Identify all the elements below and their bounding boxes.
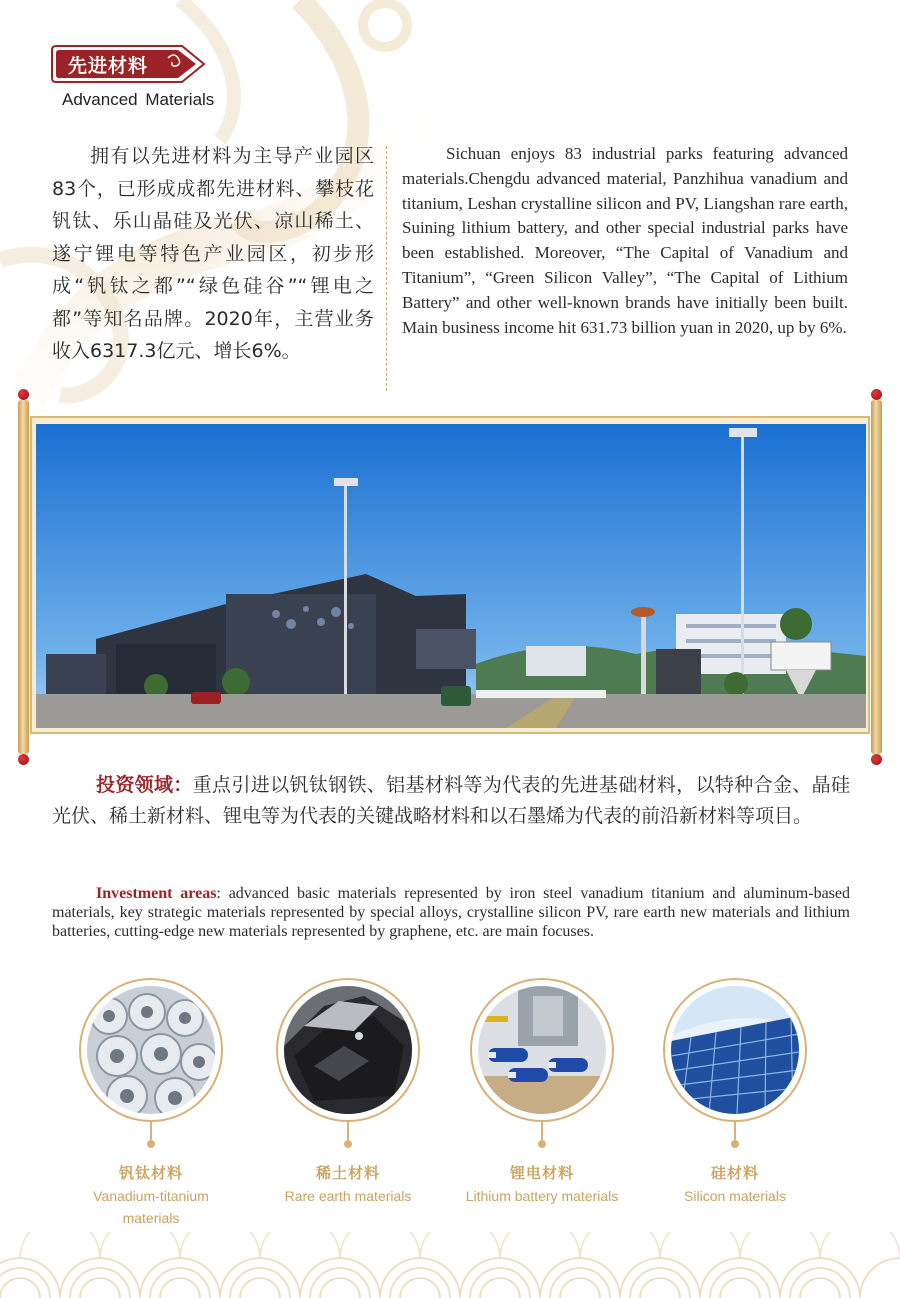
category-name-chinese: 钒钛材料 <box>118 1164 183 1182</box>
investment-text-chinese: 重点引进以钒钛钢铁、铝基材料等为代表的先进基础材料，以特种合金、晶硅光伏、稀土新材料、锂电等为代表的关键战略材料和以石墨烯为代表的前沿新材料等项目。 <box>52 774 850 827</box>
category-image-ring <box>663 978 807 1122</box>
lithium-battery-icon <box>478 986 606 1114</box>
scroll-knob-top-right <box>871 389 882 400</box>
connector-dot <box>731 1140 739 1148</box>
category-image-ring <box>276 978 420 1122</box>
category-name-english: Lithium battery materials <box>465 1188 619 1204</box>
investment-areas-chinese <box>52 770 850 832</box>
connector-stem <box>347 1122 349 1140</box>
category-name-chinese: 稀土材料 <box>315 1164 380 1182</box>
section-title-badge: 先进材料 <box>68 55 149 77</box>
category-name-english: Vanadium-titanium materials <box>93 1188 209 1226</box>
investment-label-english: Investment areas <box>96 885 217 902</box>
category-name-english: Rare earth materials <box>284 1188 412 1204</box>
scroll-knob-bottom-right <box>871 754 882 765</box>
category-vanadium-titanium <box>51 978 251 1229</box>
decorative-wave-pattern <box>0 1232 900 1298</box>
category-silicon <box>635 978 835 1207</box>
solar-panel-icon <box>671 986 799 1114</box>
category-image-ring <box>79 978 223 1122</box>
connector-dot <box>344 1140 352 1148</box>
scroll-knob-bottom-left <box>18 754 29 765</box>
connector-stem <box>150 1122 152 1140</box>
industrial-park-photo-frame <box>30 416 870 734</box>
industrial-park-photo <box>36 424 866 728</box>
connector-stem <box>541 1122 543 1140</box>
investment-text-english: : advanced basic materials represented by iron steel vanadium titanium and aluminum-based materials, key strategic materials represented by special alloys, crystalline silicon PV, rare earth new materials and lithium batteries, cutting-edge new materials represented by graphene, etc. are main focuses. <box>52 885 851 941</box>
category-lithium-battery <box>442 978 642 1207</box>
investment-label-chinese: 投资领域： <box>96 774 193 796</box>
scroll-knob-top-left <box>18 389 29 400</box>
steel-coils-icon <box>87 986 215 1114</box>
category-name-chinese: 锂电材料 <box>509 1164 574 1182</box>
investment-areas-english <box>52 884 850 942</box>
column-divider <box>386 146 387 391</box>
category-image-ring <box>470 978 614 1122</box>
rare-earth-ore-icon <box>284 986 412 1114</box>
scroll-rod-left <box>18 400 29 754</box>
intro-chinese-text: 拥有以先进材料为主导产业园区83个，已形成成都先进材料、攀枝花钒钛、乐山晶硅及光伏、凉山稀土、遂宁锂电等特色产业园区，初步形成“钒钛之都”“绿色硅谷”“锂电之都”等知名品牌。2020年，主营业务收入6317.3亿元、增长6%。 <box>52 145 374 362</box>
section-subtitle: Advanced Materials <box>62 90 215 109</box>
scroll-rod-right <box>871 400 882 754</box>
connector-dot <box>538 1140 546 1148</box>
intro-english-text: Sichuan enjoys 83 industrial parks featuring advanced materials.Chengdu advanced material, Panzhihua vanadium and titanium, Leshan crystalline silicon and PV, Liangshan rare earth, Suining lithium battery, and other special industrial parks have been established. Moreover, “The Capital of Vanadium and Titanium”, “Green Silicon Valley”, “The Capital of Lithium Battery” and other well-known brands have initially been built. Main business income hit 631.73 billion yuan in 2020, up by 6%. <box>402 144 848 337</box>
category-name-chinese: 硅材料 <box>710 1164 759 1182</box>
connector-dot <box>147 1140 155 1148</box>
category-name-english: Silicon materials <box>684 1188 786 1204</box>
category-rare-earth <box>248 978 448 1207</box>
connector-stem <box>734 1122 736 1140</box>
